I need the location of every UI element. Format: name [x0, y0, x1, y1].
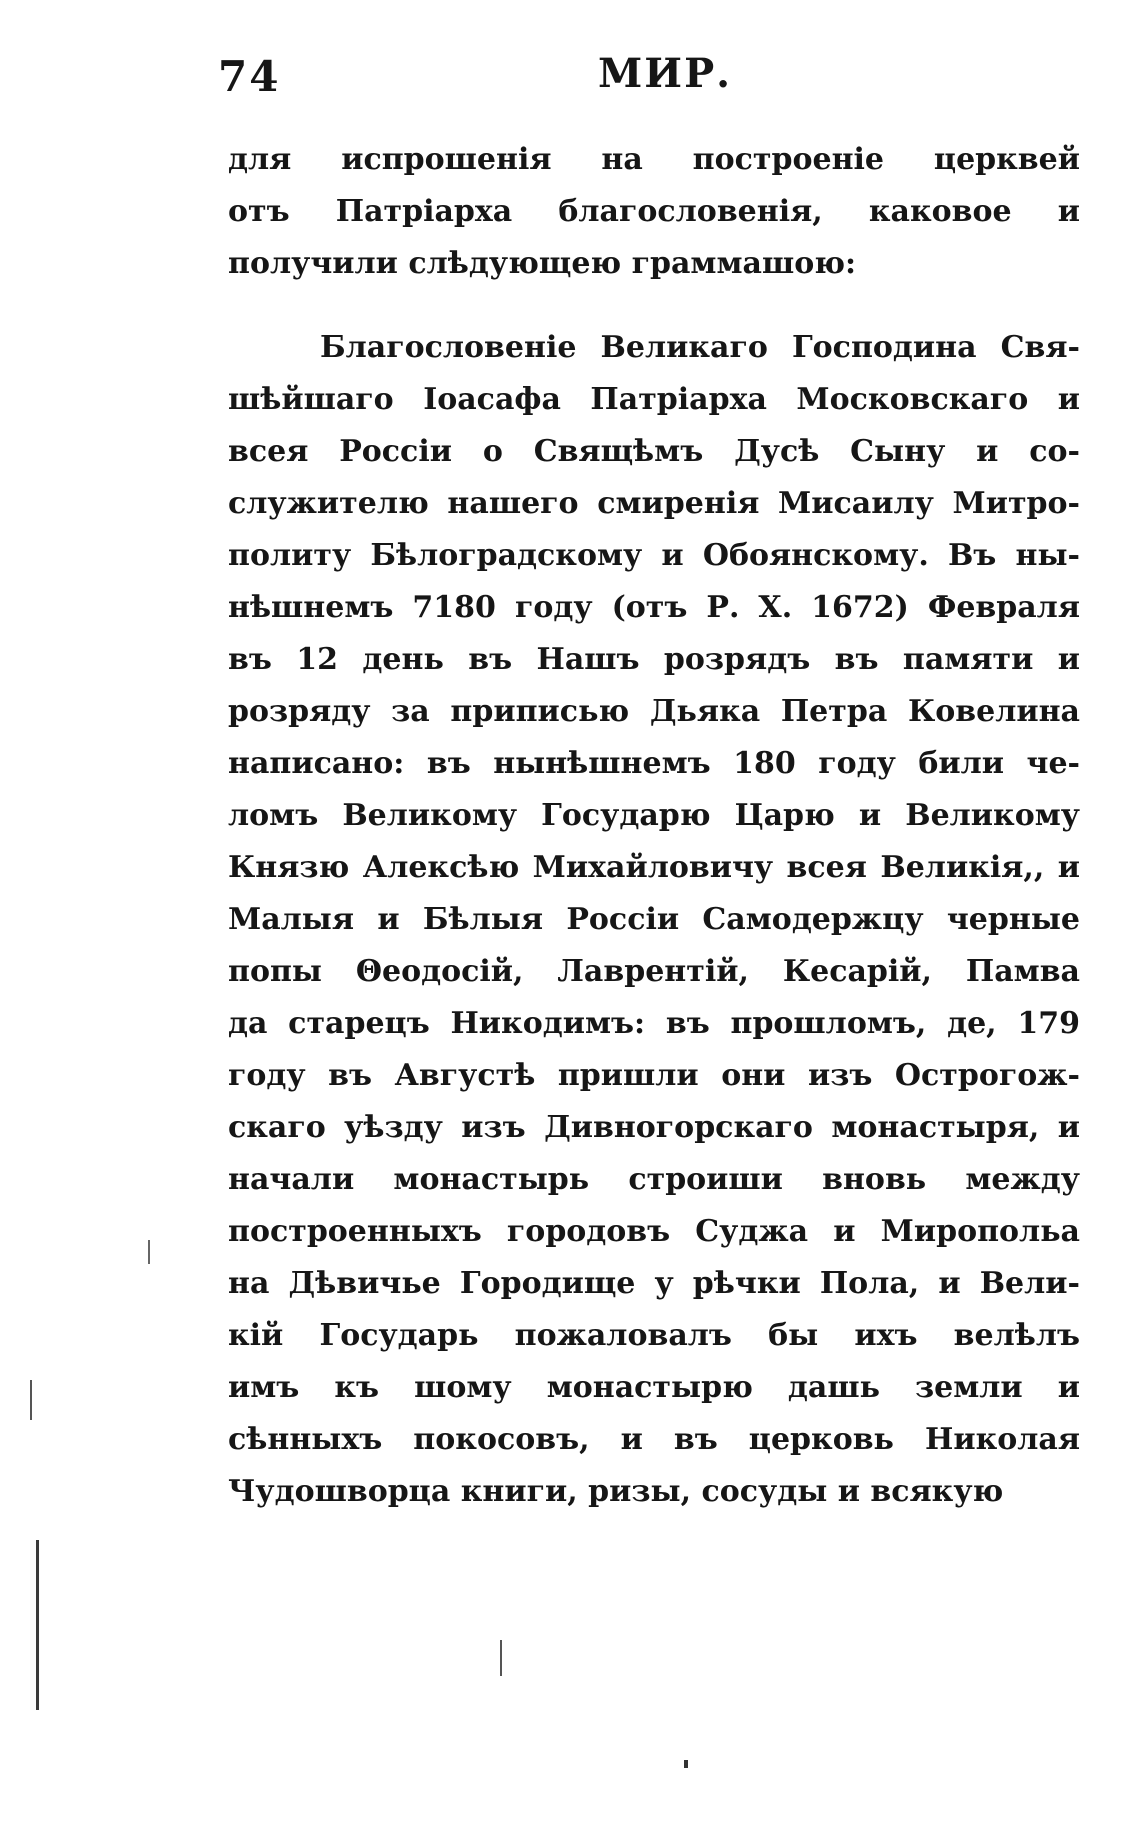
text-line: кій Государь пожаловалъ бы ихъ велѣлъ: [228, 1318, 1080, 1353]
text-line: Малыя и Бѣлыя Россіи Самодержцу черные: [228, 902, 1080, 937]
text-line: служителю нашего смиренія Мисаилу Митро-: [228, 486, 1080, 521]
running-title: МИР.: [598, 50, 733, 97]
text-line: шѣйшаго Іоасафа Патріарха Московскаго и: [228, 382, 1080, 417]
scan-artifact: [500, 1640, 502, 1676]
text-line: Князю Алексѣю Михайловичу всея Великія,, и: [228, 850, 1080, 885]
scan-artifact: [36, 1540, 39, 1710]
text-line: нѣшнемъ 7180 году (отъ Р. Х. 1672) Февраля: [228, 590, 1080, 625]
text-line: скаго уѣзду изъ Дивногорскаго монастыря, и: [228, 1110, 1080, 1145]
text-line: политу Бѣлоградскому и Обоянскому. Въ ны-: [228, 538, 1080, 573]
text-line: отъ Патріарха благословенія, каковое и: [228, 194, 1080, 229]
text-line: всея Россіи о Свящѣмъ Дусѣ Сыну и со-: [228, 434, 1080, 469]
text-line: получили слѣдующею граммашою:: [228, 246, 857, 281]
text-line: построенныхъ городовъ Суджа и Миропольа: [228, 1214, 1080, 1249]
text-line: сѣнныхъ покосовъ, и въ церковь Николая: [228, 1422, 1080, 1457]
text-line: Благословеніе Великаго Господина Свя-: [320, 330, 1080, 365]
text-line: начали монастырь строиши вновь между: [228, 1162, 1080, 1197]
text-line: Чудошворца книги, ризы, сосуды и всякую: [228, 1474, 1004, 1509]
scan-artifact: [30, 1380, 32, 1420]
text-line: въ 12 день въ Нашъ розрядъ въ памяти и: [228, 642, 1080, 677]
intro-paragraph: [228, 134, 1080, 290]
scan-artifact: [148, 1240, 150, 1264]
text-line: да старецъ Никодимъ: въ прошломъ, де, 179: [228, 1006, 1080, 1041]
text-line: имъ къ шому монастырю дашь земли и: [228, 1370, 1080, 1405]
text-line: году въ Августѣ пришли они изъ Острогож-: [228, 1058, 1080, 1093]
charter-paragraph: [228, 322, 1080, 1518]
text-line: написано: въ нынѣшнемъ 180 году били че-: [228, 746, 1080, 781]
scan-artifact: [684, 1760, 688, 1768]
text-line: на Дѣвичье Городище у рѣчки Пола, и Вели-: [228, 1266, 1080, 1301]
text-line: для испрошенія на построеніе церквей: [228, 142, 1080, 177]
page-number: 74: [218, 52, 281, 101]
text-line: ломъ Великому Государю Царю и Великому: [228, 798, 1080, 833]
text-line: розряду за приписью Дьяка Петра Ковелина: [228, 694, 1080, 729]
text-line: попы Θеодосій, Лаврентій, Кесарій, Памва: [228, 954, 1080, 989]
